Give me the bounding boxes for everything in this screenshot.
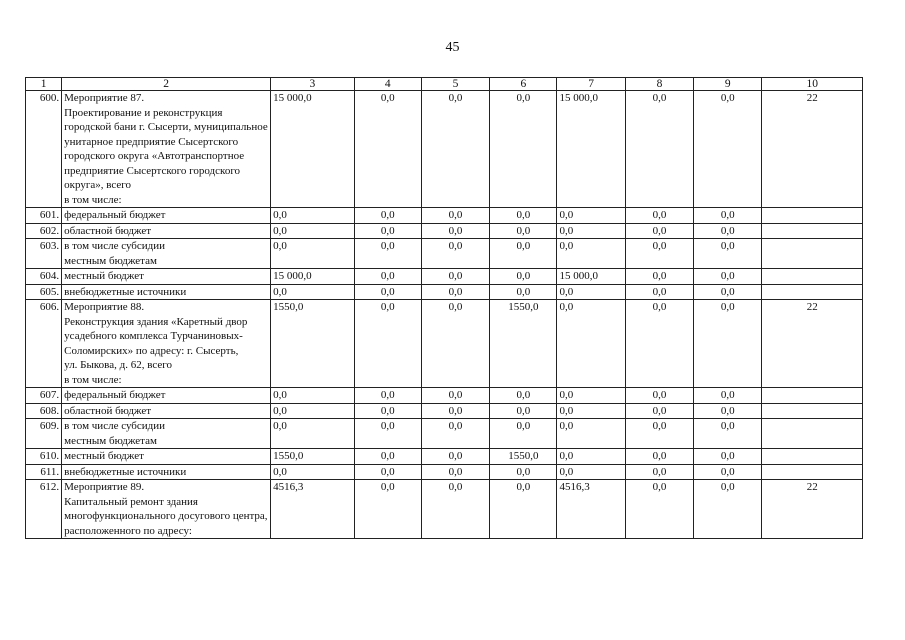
value-cell: 0,0	[354, 419, 421, 449]
value-cell: 0,0	[354, 91, 421, 208]
value-cell: 0,0	[490, 464, 557, 480]
description-cell: местный бюджет	[62, 449, 271, 465]
value-cell: 0,0	[694, 239, 762, 269]
reference-cell	[762, 239, 863, 269]
value-cell: 0,0	[354, 300, 421, 388]
value-cell: 0,0	[557, 208, 625, 224]
row-number-cell: 603.	[26, 239, 62, 269]
table-row	[26, 388, 863, 404]
value-cell: 0,0	[490, 403, 557, 419]
value-cell: 0,0	[625, 269, 693, 285]
value-cell: 0,0	[354, 208, 421, 224]
budget-table	[25, 77, 863, 539]
value-cell: 0,0	[421, 91, 489, 208]
header-cell: 9	[694, 78, 762, 91]
value-cell: 0,0	[625, 403, 693, 419]
value-cell: 0,0	[557, 449, 625, 465]
value-cell: 1550,0	[490, 449, 557, 465]
description-cell: федеральный бюджет	[62, 388, 271, 404]
row-number-cell: 600.	[26, 91, 62, 208]
table-row	[26, 208, 863, 224]
value-cell: 0,0	[625, 464, 693, 480]
value-cell: 0,0	[271, 419, 354, 449]
row-number-cell: 606.	[26, 300, 62, 388]
value-cell: 0,0	[490, 480, 557, 539]
value-cell: 0,0	[694, 300, 762, 388]
reference-cell	[762, 223, 863, 239]
table-row	[26, 239, 863, 269]
row-number-cell: 608.	[26, 403, 62, 419]
value-cell: 0,0	[557, 464, 625, 480]
value-cell: 0,0	[421, 284, 489, 300]
reference-cell: 22	[762, 91, 863, 208]
row-number-cell: 610.	[26, 449, 62, 465]
value-cell: 0,0	[421, 449, 489, 465]
value-cell: 0,0	[421, 239, 489, 269]
value-cell: 0,0	[625, 208, 693, 224]
value-cell: 0,0	[694, 449, 762, 465]
value-cell: 0,0	[421, 464, 489, 480]
reference-cell: 22	[762, 300, 863, 388]
reference-cell	[762, 284, 863, 300]
value-cell: 0,0	[694, 208, 762, 224]
value-cell: 15 000,0	[557, 91, 625, 208]
value-cell: 0,0	[694, 388, 762, 404]
value-cell: 15 000,0	[557, 269, 625, 285]
table-row	[26, 91, 863, 208]
value-cell: 0,0	[421, 388, 489, 404]
value-cell: 0,0	[625, 284, 693, 300]
value-cell: 0,0	[354, 403, 421, 419]
value-cell: 0,0	[625, 480, 693, 539]
reference-cell: 22	[762, 480, 863, 539]
value-cell: 1550,0	[271, 449, 354, 465]
header-cell: 5	[421, 78, 489, 91]
value-cell: 0,0	[694, 419, 762, 449]
value-cell: 0,0	[354, 449, 421, 465]
reference-cell	[762, 269, 863, 285]
value-cell: 0,0	[421, 403, 489, 419]
value-cell: 0,0	[557, 300, 625, 388]
value-cell: 4516,3	[271, 480, 354, 539]
row-number-cell: 605.	[26, 284, 62, 300]
row-number-cell: 609.	[26, 419, 62, 449]
value-cell: 1550,0	[490, 300, 557, 388]
value-cell: 0,0	[271, 403, 354, 419]
table-header-row	[26, 78, 863, 91]
value-cell: 0,0	[557, 284, 625, 300]
value-cell: 0,0	[490, 91, 557, 208]
description-cell: внебюджетные источники	[62, 464, 271, 480]
value-cell: 0,0	[694, 284, 762, 300]
value-cell: 15 000,0	[271, 91, 354, 208]
value-cell: 0,0	[490, 388, 557, 404]
value-cell: 0,0	[694, 403, 762, 419]
header-cell: 7	[557, 78, 625, 91]
value-cell: 0,0	[694, 480, 762, 539]
header-cell: 10	[762, 78, 863, 91]
table-row	[26, 300, 863, 388]
value-cell: 0,0	[490, 223, 557, 239]
table-row	[26, 403, 863, 419]
description-cell: областной бюджет	[62, 403, 271, 419]
reference-cell	[762, 464, 863, 480]
table-row	[26, 419, 863, 449]
value-cell: 0,0	[421, 269, 489, 285]
description-cell: в том числе субсидии местным бюджетам	[62, 239, 271, 269]
value-cell: 0,0	[557, 223, 625, 239]
value-cell: 0,0	[625, 91, 693, 208]
value-cell: 0,0	[557, 388, 625, 404]
value-cell: 0,0	[271, 239, 354, 269]
value-cell: 0,0	[354, 480, 421, 539]
description-cell: Мероприятие 88. Реконструкция здания «Каретный двор усадебного комплекса Турчаниновых-Соломирских» по адресу: г. Сысерть, ул. Быкова, д. 62, всего в том числе:	[62, 300, 271, 388]
value-cell: 0,0	[421, 419, 489, 449]
row-number-cell: 607.	[26, 388, 62, 404]
value-cell: 0,0	[271, 464, 354, 480]
value-cell: 0,0	[625, 388, 693, 404]
value-cell: 1550,0	[271, 300, 354, 388]
page-number: 45	[445, 40, 460, 55]
table-row	[26, 269, 863, 285]
value-cell: 0,0	[490, 284, 557, 300]
value-cell: 0,0	[557, 239, 625, 269]
value-cell: 0,0	[490, 208, 557, 224]
value-cell: 0,0	[421, 480, 489, 539]
value-cell: 0,0	[625, 449, 693, 465]
value-cell: 0,0	[490, 269, 557, 285]
header-cell: 6	[490, 78, 557, 91]
table-row	[26, 464, 863, 480]
reference-cell	[762, 419, 863, 449]
value-cell: 0,0	[557, 419, 625, 449]
description-cell: в том числе субсидии местным бюджетам	[62, 419, 271, 449]
table-row	[26, 480, 863, 539]
description-cell: Мероприятие 87. Проектирование и реконструкция городской бани г. Сысерти, муниципальное унитарное предприятие Сысертского городского округа «Автотранспортное предприятие Сысертского городского округа», всего в том числе:	[62, 91, 271, 208]
value-cell: 4516,3	[557, 480, 625, 539]
reference-cell	[762, 403, 863, 419]
header-cell: 4	[354, 78, 421, 91]
row-number-cell: 611.	[26, 464, 62, 480]
description-cell: Мероприятие 89. Капитальный ремонт здания многофункционального досугового центра, расположенного по адресу:	[62, 480, 271, 539]
row-number-cell: 612.	[26, 480, 62, 539]
value-cell: 0,0	[354, 223, 421, 239]
table-row	[26, 284, 863, 300]
reference-cell	[762, 208, 863, 224]
value-cell: 0,0	[694, 464, 762, 480]
value-cell: 0,0	[490, 239, 557, 269]
row-number-cell: 602.	[26, 223, 62, 239]
value-cell: 0,0	[694, 223, 762, 239]
value-cell: 0,0	[421, 300, 489, 388]
value-cell: 0,0	[271, 284, 354, 300]
description-cell: федеральный бюджет	[62, 208, 271, 224]
header-cell: 1	[26, 78, 62, 91]
header-cell: 8	[625, 78, 693, 91]
header-cell: 3	[271, 78, 354, 91]
value-cell: 0,0	[354, 388, 421, 404]
value-cell: 0,0	[354, 269, 421, 285]
value-cell: 0,0	[625, 419, 693, 449]
table-row	[26, 223, 863, 239]
reference-cell	[762, 449, 863, 465]
value-cell: 0,0	[421, 208, 489, 224]
value-cell: 0,0	[271, 208, 354, 224]
value-cell: 0,0	[354, 239, 421, 269]
value-cell: 15 000,0	[271, 269, 354, 285]
header-cell: 2	[62, 78, 271, 91]
row-number-cell: 601.	[26, 208, 62, 224]
value-cell: 0,0	[354, 464, 421, 480]
value-cell: 0,0	[625, 239, 693, 269]
value-cell: 0,0	[557, 403, 625, 419]
value-cell: 0,0	[354, 284, 421, 300]
value-cell: 0,0	[271, 388, 354, 404]
table-row	[26, 449, 863, 465]
description-cell: внебюджетные источники	[62, 284, 271, 300]
description-cell: местный бюджет	[62, 269, 271, 285]
value-cell: 0,0	[271, 223, 354, 239]
value-cell: 0,0	[625, 223, 693, 239]
value-cell: 0,0	[490, 419, 557, 449]
value-cell: 0,0	[625, 300, 693, 388]
value-cell: 0,0	[421, 223, 489, 239]
reference-cell	[762, 388, 863, 404]
description-cell: областной бюджет	[62, 223, 271, 239]
value-cell: 0,0	[694, 91, 762, 208]
row-number-cell: 604.	[26, 269, 62, 285]
value-cell: 0,0	[694, 269, 762, 285]
